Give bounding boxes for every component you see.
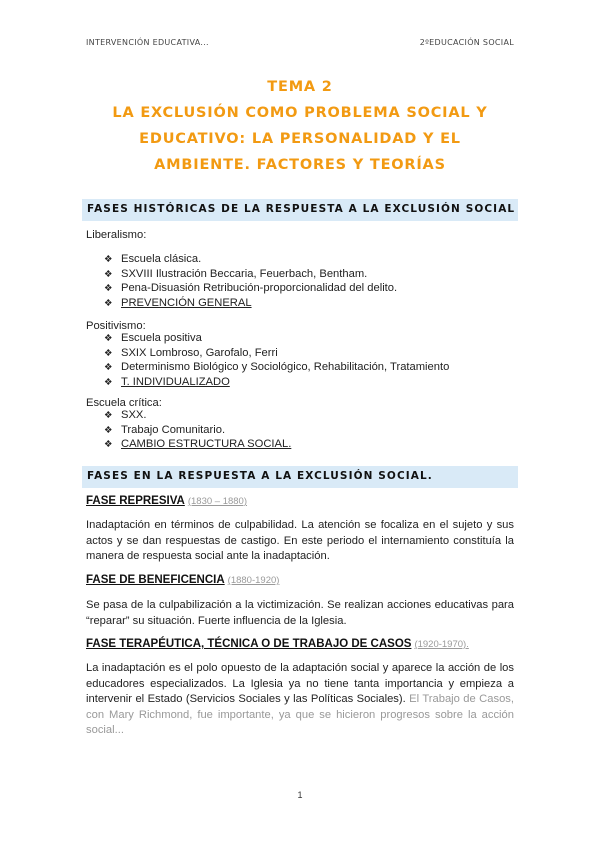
diamond-bullet-icon: ❖	[104, 347, 113, 359]
list-item: ❖ SXVIII Ilustración Beccaria, Feuerbach, Bentham.	[104, 267, 397, 282]
list-item: ❖ Trabajo Comunitario.	[104, 423, 291, 438]
section-heading-band	[82, 466, 518, 488]
fase-beneficencia-title: FASE DE BENEFICENCIA (1880-1920)	[86, 574, 280, 586]
page-number: 1	[297, 790, 303, 800]
section1-heading: FASES HISTÓRICAS DE LA RESPUESTA A LA EXCLUSIÓN SOCIAL	[87, 203, 516, 215]
title-line-2: LA EXCLUSIÓN COMO PROBLEMA SOCIAL Y	[112, 105, 488, 121]
list-item: ❖ Pena-Disuasión Retribución-proporcionalidad del delito.	[104, 281, 397, 296]
diamond-bullet-icon: ❖	[104, 439, 113, 451]
diamond-bullet-icon: ❖	[104, 297, 113, 309]
section-heading-band	[82, 199, 518, 221]
critica-list	[104, 408, 291, 452]
critica-label: Escuela crítica:	[86, 397, 162, 409]
list-item: ❖ T. INDIVIDUALIZADO	[104, 375, 449, 390]
fase-represiva-title: FASE REPRESIVA (1830 – 1880)	[86, 495, 248, 507]
faded-text: El Trabajo de Casos, con Mary Richmond, fue importante, ya que se hicieron progresos sobre la acción social...	[86, 693, 515, 736]
fase-beneficencia-text: Se pasa de la culpabilización a la victimización. Se realizan acciones educativas para “reparar” su situación. Fuerte influencia de la Iglesia.	[86, 599, 514, 627]
list-item: ❖ PREVENCIÓN GENERAL	[104, 296, 397, 311]
diamond-bullet-icon: ❖	[104, 376, 113, 388]
list-item: ❖ SXX.	[104, 408, 291, 423]
title-line-4: AMBIENTE. FACTORES Y TEORÍAS	[154, 157, 446, 173]
title-line-1: TEMA 2	[267, 79, 333, 95]
diamond-bullet-icon: ❖	[104, 410, 113, 421]
page-title	[80, 74, 520, 178]
positivismo-list	[104, 331, 449, 389]
list-item: ❖ SXIX Lombroso, Garofalo, Ferri	[104, 346, 449, 361]
diamond-bullet-icon: ❖	[104, 254, 113, 265]
diamond-bullet-icon: ❖	[104, 268, 113, 280]
diamond-bullet-icon: ❖	[104, 362, 113, 374]
section2-heading: FASES EN LA RESPUESTA A LA EXCLUSIÓN SOCIAL.	[87, 470, 433, 482]
positivismo-label: Positivismo:	[86, 320, 146, 332]
fase-terapeutica-title: FASE TERAPÉUTICA, TÉCNICA O DE TRABAJO DE CASOS (1920-1970).	[86, 638, 469, 650]
diamond-bullet-icon: ❖	[104, 283, 113, 295]
fase-terapeutica-text: La inadaptación es el polo opuesto de la adaptación social y aparece la acción de los educadores especializados. La Iglesia ya no tiene tanta importancia y empieza a intervenir el Estado (Servicios Sociales y las Políticas Sociales). El Trabajo de Casos, con Mary Richmond, fue importante, ya que se hicieron progresos sobre la acción social...	[86, 662, 515, 736]
diamond-bullet-icon: ❖	[104, 333, 113, 344]
title-line-3: EDUCATIVO: LA PERSONALIDAD Y EL	[139, 131, 461, 147]
header-right: 2ºEDUCACIÓN SOCIAL	[419, 38, 514, 47]
liberalismo-label: Liberalismo:	[86, 229, 147, 241]
diamond-bullet-icon: ❖	[104, 424, 113, 436]
fase-represiva-text: Inadaptación en términos de culpabilidad. La atención se focaliza en el sujeto y sus actos y se dan respuestas de castigo. En este periodo el internamiento constituía la manera de respuesta social ante la inadaptación.	[86, 519, 514, 562]
liberalismo-list	[104, 252, 397, 310]
list-item: ❖ CAMBIO ESTRUCTURA SOCIAL.	[104, 437, 291, 452]
list-item: ❖ Escuela clásica.	[104, 252, 397, 267]
list-item: ❖ Escuela positiva	[104, 331, 449, 346]
header-left: INTERVENCIÓN EDUCATIVA...	[86, 38, 209, 47]
list-item: ❖ Determinismo Biológico y Sociológico, Rehabilitación, Tratamiento	[104, 360, 449, 375]
